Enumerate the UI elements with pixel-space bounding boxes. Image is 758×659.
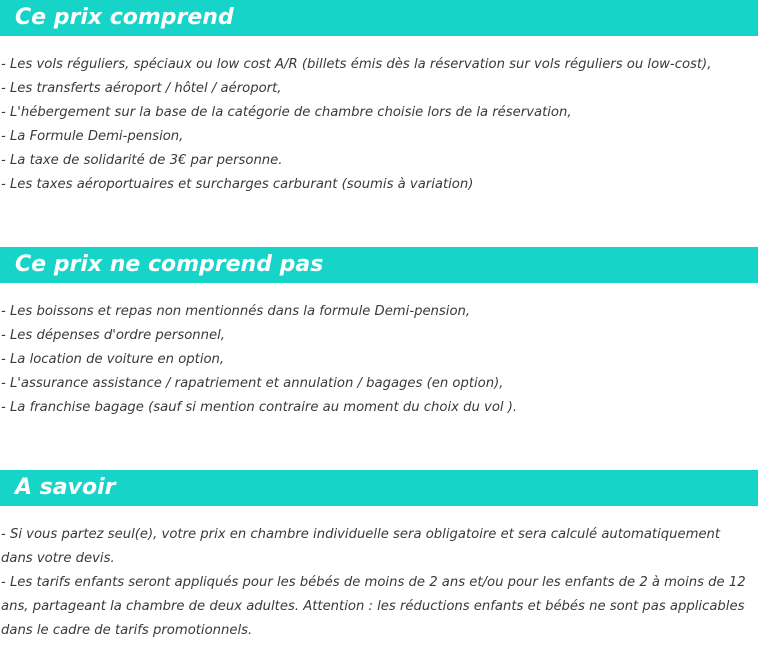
section-included <box>0 0 758 197</box>
section-title-included: Ce prix comprend <box>0 0 758 36</box>
list-item: - La Formule Demi-pension, <box>1 129 184 144</box>
list-item: - La location de voiture en option, <box>1 352 225 367</box>
list-item: - L'assurance assistance / rapatriement et annulation / bagages (en option), <box>1 376 504 391</box>
list-item: - La taxe de solidarité de 3€ par personne. <box>1 153 283 168</box>
list-item: - Les tarifs enfants seront appliqués pour les bébés de moins de 2 ans et/ou pour les enfants de 2 à moins de 12 ans, partageant la chambre de deux adultes. Attention : les réductions enfants et bébés ne sont pas applicables dans le cadre de tarifs promotionnels. <box>1 575 746 638</box>
list-item: - Les vols réguliers, spéciaux ou low cost A/R (billets émis dès la réservation sur vols réguliers ou low-cost), <box>1 57 712 72</box>
list-item: - Les boissons et repas non mentionnés dans la formule Demi-pension, <box>1 304 471 319</box>
list-item: - La franchise bagage (sauf si mention contraire au moment du choix du vol ). <box>1 400 518 415</box>
list-item: - L'hébergement sur la base de la catégorie de chambre choisie lors de la réservation, <box>1 105 572 120</box>
list-item: - Les dépenses d'ordre personnel, <box>1 328 225 343</box>
section-not-included <box>0 247 758 420</box>
section-title-not-included: Ce prix ne comprend pas <box>0 247 758 283</box>
not-included-list <box>0 300 758 420</box>
list-item: - Les taxes aéroportuaires et surcharges carburant (soumis à variation) <box>1 177 474 192</box>
section-title-good-to-know: A savoir <box>0 470 758 506</box>
good-to-know-list <box>0 523 758 643</box>
included-list <box>0 53 758 197</box>
list-item: - Les transferts aéroport / hôtel / aéroport, <box>1 81 282 96</box>
list-item: - Si vous partez seul(e), votre prix en chambre individuelle sera obligatoire et sera calculé automatiquement dans votre devis. <box>1 527 721 566</box>
section-good-to-know <box>0 470 758 643</box>
